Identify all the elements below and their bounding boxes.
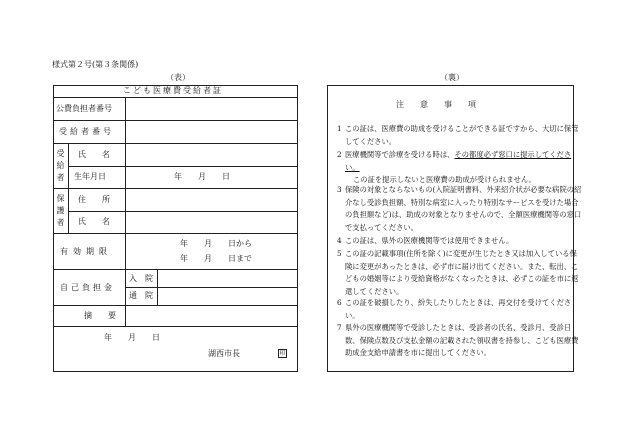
inpatient-label: 入 院 bbox=[129, 274, 153, 283]
notice-item bbox=[337, 297, 582, 322]
back-side-label: （裏） bbox=[440, 73, 464, 82]
divider bbox=[68, 166, 298, 167]
divider bbox=[53, 97, 298, 98]
guardian-group-label: 保護者 bbox=[56, 194, 65, 227]
divider bbox=[125, 287, 298, 288]
divider bbox=[53, 188, 298, 189]
front-title: こども医療費受給者証 bbox=[123, 86, 223, 95]
notice-title: 注 意 事 項 bbox=[396, 100, 476, 109]
remarks-label: 摘 要 bbox=[84, 311, 120, 320]
birth-date-value: 年 月 日 bbox=[174, 172, 230, 181]
recipient-group-label: 受給者 bbox=[56, 149, 65, 182]
divider bbox=[53, 326, 298, 327]
notice-item bbox=[337, 123, 582, 148]
divider bbox=[53, 269, 298, 270]
recipient-number-label: 受給者番号 bbox=[59, 127, 114, 136]
divider bbox=[53, 143, 298, 144]
guardian-name-label: 氏 名 bbox=[78, 217, 114, 226]
notice-item bbox=[337, 322, 582, 360]
form-reference: 様式第２号(第３条関係) bbox=[52, 60, 139, 69]
issuer-name: 湖西市長 bbox=[208, 349, 240, 358]
notice-item-number: 6 bbox=[337, 298, 342, 307]
divider bbox=[157, 269, 158, 305]
notice-item bbox=[337, 149, 582, 187]
divider bbox=[68, 211, 298, 212]
official-seal: 印 bbox=[279, 350, 286, 357]
issue-date: 年 月 日 bbox=[104, 333, 160, 342]
notice-item-text: この証を破損したり、紛失したりしたときは、再交付を受けてください。 bbox=[345, 298, 572, 320]
notice-item-number: 2 bbox=[337, 150, 342, 159]
recipient-name-label: 氏 名 bbox=[78, 150, 114, 159]
validity-from: 年 月 日から bbox=[180, 239, 252, 248]
front-side-label: （表） bbox=[166, 73, 190, 82]
notice-text-part: 医療機関等で診療を受ける時は、 bbox=[345, 150, 455, 159]
notice-text-emphasis: その都度必ず窓口に提示してください。 bbox=[345, 150, 572, 172]
divider bbox=[68, 143, 69, 233]
notice-item-number: 3 bbox=[337, 185, 342, 194]
validity-label: 有効期限 bbox=[60, 247, 112, 256]
notice-item bbox=[337, 184, 582, 234]
copay-label: 自己負担金 bbox=[60, 283, 115, 292]
payer-number-label: 公費負担者番号 bbox=[56, 104, 112, 113]
notice-item-text bbox=[345, 149, 582, 187]
notice-item-number: 1 bbox=[337, 124, 342, 133]
notice-item-number: 7 bbox=[337, 323, 342, 332]
notice-item-number: 5 bbox=[337, 249, 342, 258]
divider bbox=[53, 120, 298, 121]
notice-item bbox=[337, 235, 582, 248]
notice-item bbox=[337, 248, 582, 298]
notice-item-text: 県外の医療機関等で受診したときは、受診者の氏名、受診月、受診日数、保険点数及び支払金額の記載された領収書を持参し、こども医療費助成金支給申請書を市に提出してください。 bbox=[345, 323, 579, 358]
validity-to: 年 月 日まで bbox=[180, 254, 252, 263]
notice-item-number: 4 bbox=[337, 236, 342, 245]
outpatient-label: 通 院 bbox=[129, 291, 153, 300]
divider bbox=[125, 97, 126, 326]
divider bbox=[53, 233, 298, 234]
notice-item-text: 保険の対象とならないもの(入院証明書料、外来紹介状が必要な病院の紹介なし受診負担額、特別な病室に入ったり特別なサービスを受けた場合の負担額など)は、助成の対象となりませんので、全額医療機関等の窓口で支払ってください。 bbox=[345, 185, 582, 232]
notice-item-text: この証は、県外の医療機関等では使用できません。 bbox=[345, 236, 514, 245]
birth-date-label: 生年月日 bbox=[74, 172, 106, 181]
notice-item-text: この証は、医療費の助成を受けることができる証ですから、大切に保管してください。 bbox=[345, 124, 579, 146]
notice-item-text: この証の記載事項(住所を除く)に変更が生じたとき又は加入している保険に変更があったときは、必ず市に届け出てください。また、転出、こどもの婚姻等により受給資格がなくなったときは、必ずこの証を市に返還してください。 bbox=[345, 249, 579, 296]
guardian-address-label: 住 所 bbox=[78, 195, 114, 204]
divider bbox=[53, 305, 298, 306]
notice-text-part: この証を提示しないと医療費の助成が受けられません。 bbox=[353, 175, 536, 185]
